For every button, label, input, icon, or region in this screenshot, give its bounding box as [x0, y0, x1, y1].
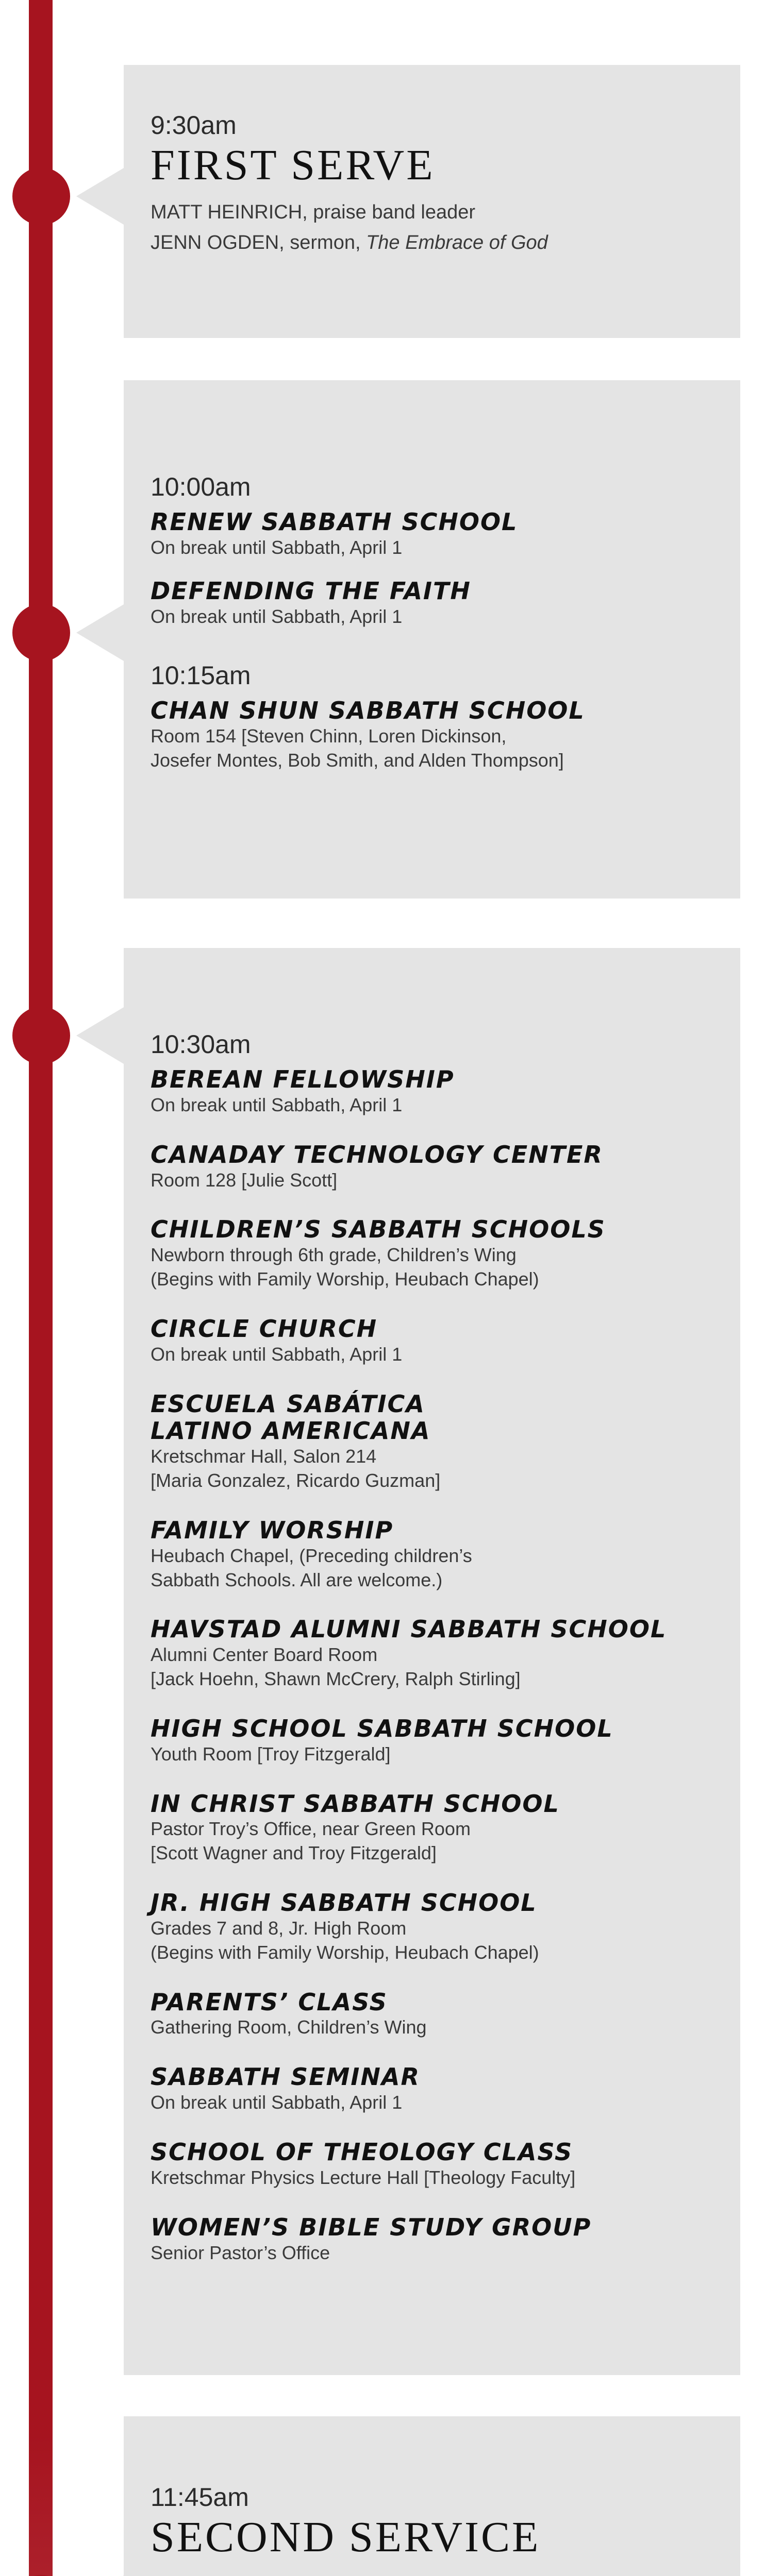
second-service-title: SECOND SERVICE [151, 2513, 541, 2561]
list-item: SABBATH SEMINAR On break until Sabbath, April 1 [151, 2063, 420, 2113]
second-service-time: 11:45am [151, 2483, 249, 2512]
first-serve-card [124, 65, 740, 338]
praise-band-line: MATT HEINRICH, praise band leader [151, 201, 476, 224]
timeline-bar [29, 0, 53, 2576]
list-item: DEFENDING THE FAITH On break until Sabbath, April 1 [151, 577, 471, 627]
list-item: IN CHRIST SABBATH SCHOOL Pastor Troy’s Office, near Green Room [Scott Wagner and Troy Fitzgerald] [151, 1789, 560, 1864]
card-pointer [76, 604, 124, 661]
list-item: CHILDREN’S SABBATH SCHOOLS Newborn through 6th grade, Children’s Wing (Begins with Family Worship, Heubach Chapel) [151, 1215, 606, 1290]
timeline-dot-first-serve [12, 167, 70, 225]
second-service-card [124, 2416, 740, 2576]
timeline-dot-1000 [12, 604, 70, 662]
list-item: HIGH SCHOOL SABBATH SCHOOL Youth Room [Troy Fitzgerald] [151, 1714, 613, 1765]
list-item: FAMILY WORSHIP Heubach Chapel, (Preceding children’s Sabbath Schools. All are welcome.) [151, 1516, 472, 1590]
list-item: CIRCLE CHURCH On break until Sabbath, April 1 [151, 1314, 403, 1365]
first-serve-title: FIRST SERVE [151, 141, 435, 189]
list-item: CANADAY TECHNOLOGY CENTER Room 128 [Julie Scott] [151, 1140, 603, 1191]
list-item: JR. HIGH SABBATH SCHOOL Grades 7 and 8, Jr. High Room (Begins with Family Worship, Heubach Chapel) [151, 1889, 539, 1963]
block-1015-time: 10:15am [151, 661, 251, 690]
list-item: CHAN SHUN SABBATH SCHOOL Room 154 [Steven Chinn, Loren Dickinson, Josefer Montes, Bob Smith, and Alden Thompson] [151, 697, 585, 771]
block-1030-time: 10:30am [151, 1030, 251, 1059]
block-1000-card [124, 380, 740, 899]
timeline-dot-1030 [12, 1007, 70, 1064]
list-item: SCHOOL OF THEOLOGY CLASS Kretschmar Physics Lecture Hall [Theology Faculty] [151, 2138, 576, 2188]
list-item: RENEW SABBATH SCHOOL On break until Sabbath, April 1 [151, 508, 518, 558]
card-pointer [76, 168, 124, 225]
list-item: HAVSTAD ALUMNI SABBATH SCHOOL Alumni Center Board Room [Jack Hoehn, Shawn McCrery, Ralph Stirling] [151, 1615, 667, 1690]
card-pointer [76, 1007, 124, 1064]
list-item: BEREAN FELLOWSHIP On break until Sabbath, April 1 [151, 1065, 455, 1115]
block-1030-card [124, 948, 740, 2375]
list-item: PARENTS’ CLASS Gathering Room, Children’s Wing [151, 1988, 427, 2038]
first-serve-time: 9:30am [151, 111, 237, 140]
list-item: WOMEN’S BIBLE STUDY GROUP Senior Pastor’s Office [151, 2213, 592, 2263]
sermon-line: JENN OGDEN, sermon, The Embrace of God [151, 232, 548, 254]
list-item: ESCUELA SABÁTICA LATINO AMERICANA Kretschmar Hall, Salon 214 [Maria Gonzalez, Ricardo Guzman] [151, 1389, 441, 1492]
block-1000-time: 10:00am [151, 472, 251, 501]
